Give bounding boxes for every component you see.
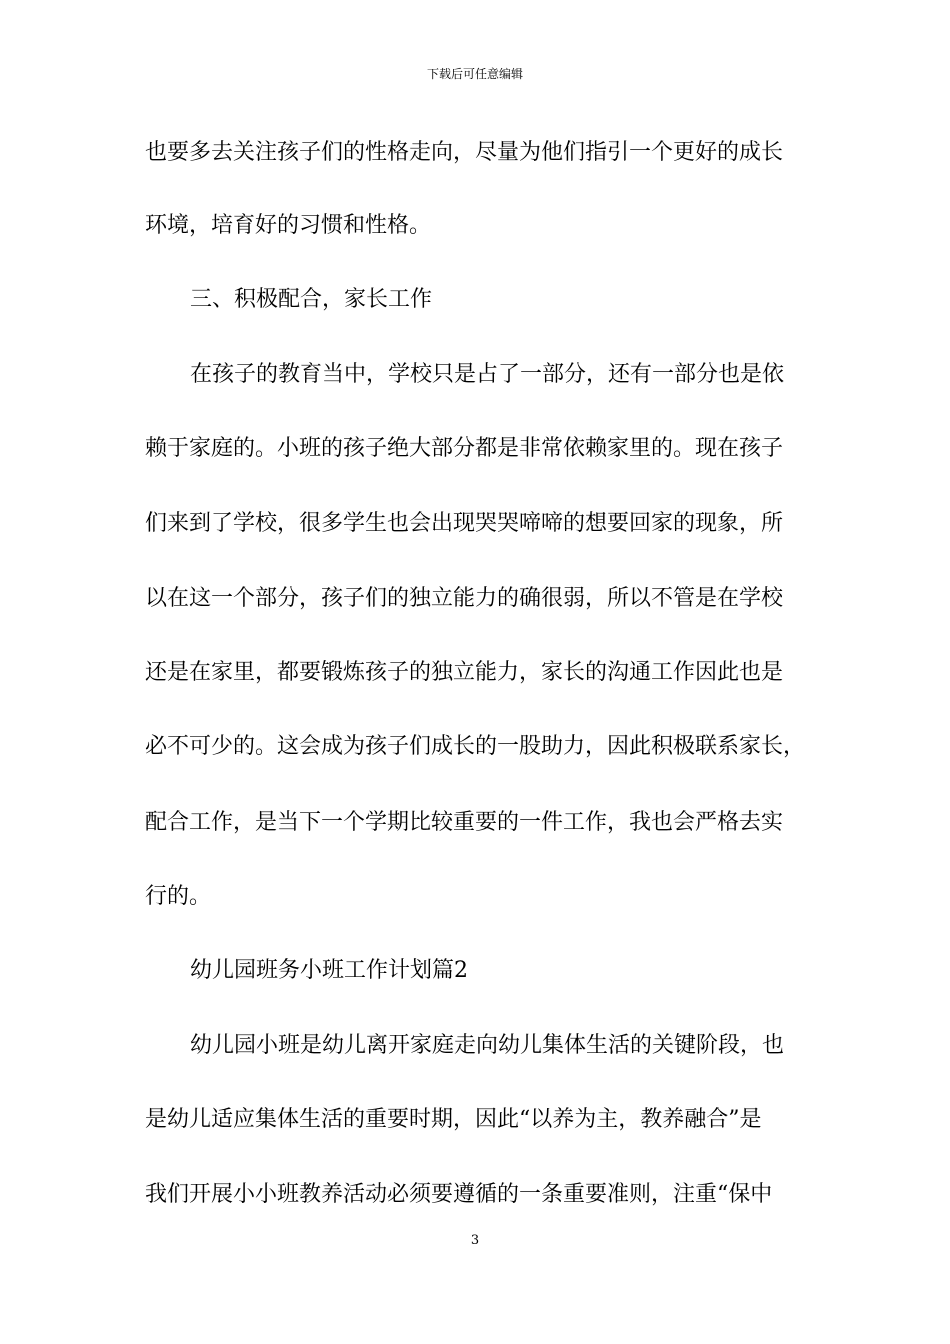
text-line: 必不可少的。这会成为孩子们成长的一股助力，因此积极联系家长， — [145, 734, 806, 759]
text-line: 我们开展小小班教养活动必须要遵循的一条重要准则，注重“保中 — [145, 1182, 773, 1207]
text-line: 以在这一个部分，孩子们的独立能力的确很弱，所以不管是在学校 — [145, 586, 784, 611]
text-line: 是幼儿适应集体生活的重要时期，因此“以养为主，教养融合”是 — [145, 1107, 762, 1132]
page-header: 下载后可任意编辑 — [426, 67, 523, 81]
section-heading: 三、积极配合，家长工作 — [190, 287, 433, 312]
text-line: 们来到了学校，很多学生也会出现哭哭啼啼的想要回家的现象，所 — [145, 511, 784, 536]
page-number: 3 — [470, 1233, 480, 1248]
text-line: 在孩子的教育当中，学校只是占了一部分，还有一部分也是依 — [190, 362, 785, 387]
text-line: 环境，培育好的习惯和性格。 — [145, 213, 432, 238]
text-line: 赖于家庭的。小班的孩子绝大部分都是非常依赖家里的。现在孩子 — [145, 436, 784, 461]
text-line: 也要多去关注孩子们的性格走向，尽量为他们指引一个更好的成长 — [145, 140, 784, 165]
section-heading: 幼儿园班务小班工作计划篇2 — [190, 958, 468, 983]
text-line: 还是在家里，都要锻炼孩子的独立能力，家长的沟通工作因此也是 — [145, 660, 784, 685]
text-line: 行的。 — [145, 884, 212, 909]
text-line: 幼儿园小班是幼儿离开家庭走向幼儿集体生活的关键阶段，也 — [190, 1033, 785, 1058]
text-line: 配合工作，是当下一个学期比较重要的一件工作，我也会严格去实 — [145, 810, 784, 835]
